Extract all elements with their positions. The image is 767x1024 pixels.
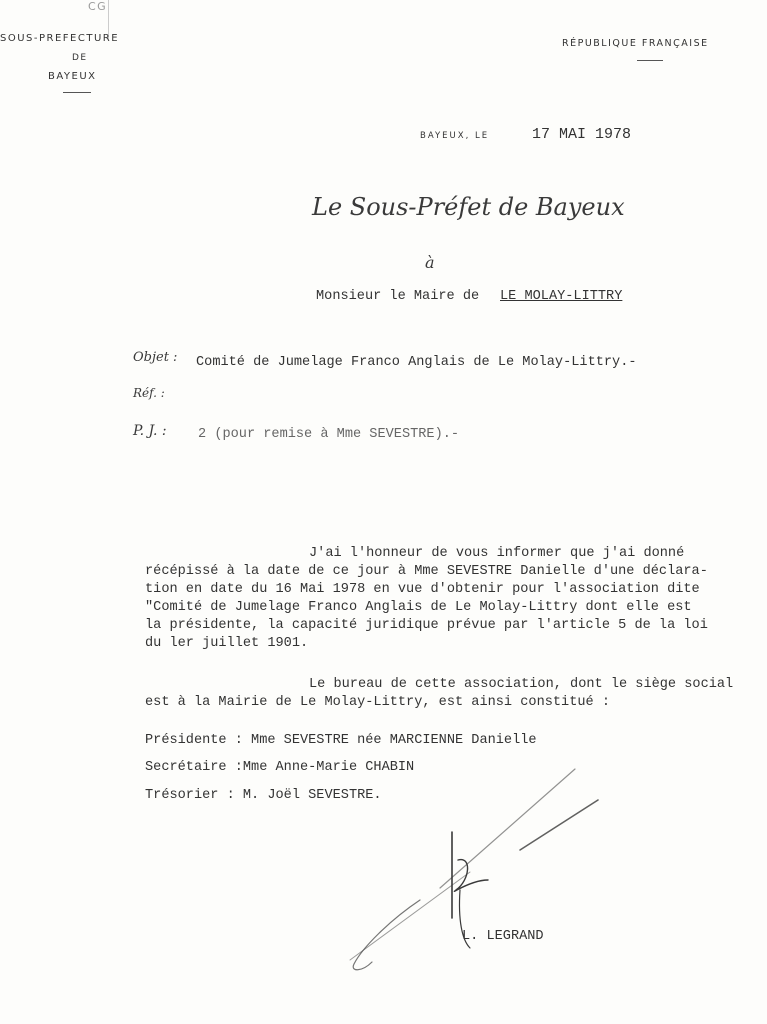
prefecture-line-3: BAYEUX	[48, 71, 97, 82]
pj-text: 2 (pour remise à Mme SEVESTRE).-	[198, 427, 460, 442]
paragraph1-line-2: récépissé à la date de ce jour à Mme SEVESTRE Danielle d'une déclara-	[145, 564, 708, 579]
paragraph2-line-2: est à la Mairie de Le Molay-Littry, est ainsi constitué :	[145, 695, 610, 710]
prefecture-line-1: SOUS-PREFECTURE	[0, 33, 120, 44]
cc-mark: CG	[88, 0, 108, 13]
bureau-presidente: Présidente : Mme SEVESTRE née MARCIENNE Danielle	[145, 733, 537, 748]
objet-text: Comité de Jumelage Franco Anglais de Le Molay-Littry.-	[196, 355, 637, 370]
paragraph1-line-3: tion en date du 16 Mai 1978 en vue d'obtenir pour l'association dite	[145, 582, 700, 597]
recipient-prefix: Monsieur le Maire de	[316, 289, 480, 304]
republic-heading: RÉPUBLIQUE FRANÇAISE	[562, 38, 709, 49]
recipient-to: à	[425, 253, 435, 272]
prefecture-rule	[63, 92, 91, 93]
ref-label: Réf. :	[133, 386, 165, 400]
sender-heading: Le Sous-Préfet de Bayeux	[312, 193, 625, 221]
republic-rule	[637, 60, 663, 61]
paragraph1-line-1: J'ai l'honneur de vous informer que j'ai donné	[309, 546, 685, 561]
signatory-name: L. LEGRAND	[462, 929, 544, 944]
paragraph1-line-4: "Comité de Jumelage Franco Anglais de Le Molay-Littry dont elle est	[145, 600, 692, 615]
paragraph2-line-1: Le bureau de cette association, dont le siège social	[309, 677, 734, 692]
objet-label: Objet :	[133, 350, 178, 365]
paragraph1-line-6: du ler juillet 1901.	[145, 636, 309, 651]
bureau-secretaire: Secrétaire :Mme Anne-Marie CHABIN	[145, 760, 415, 775]
recipient-town: LE MOLAY-LITTRY	[500, 289, 623, 304]
paragraph1-line-5: la présidente, la capacité juridique prévue par l'article 5 de la loi	[145, 618, 708, 633]
date-value: 17 MAI 1978	[532, 126, 632, 143]
date-place: BAYEUX, LE	[420, 131, 490, 141]
prefecture-line-2: DE	[72, 53, 88, 63]
bureau-tresorier: Trésorier : M. Joël SEVESTRE.	[145, 788, 382, 803]
pj-label: P. J. :	[133, 423, 167, 439]
